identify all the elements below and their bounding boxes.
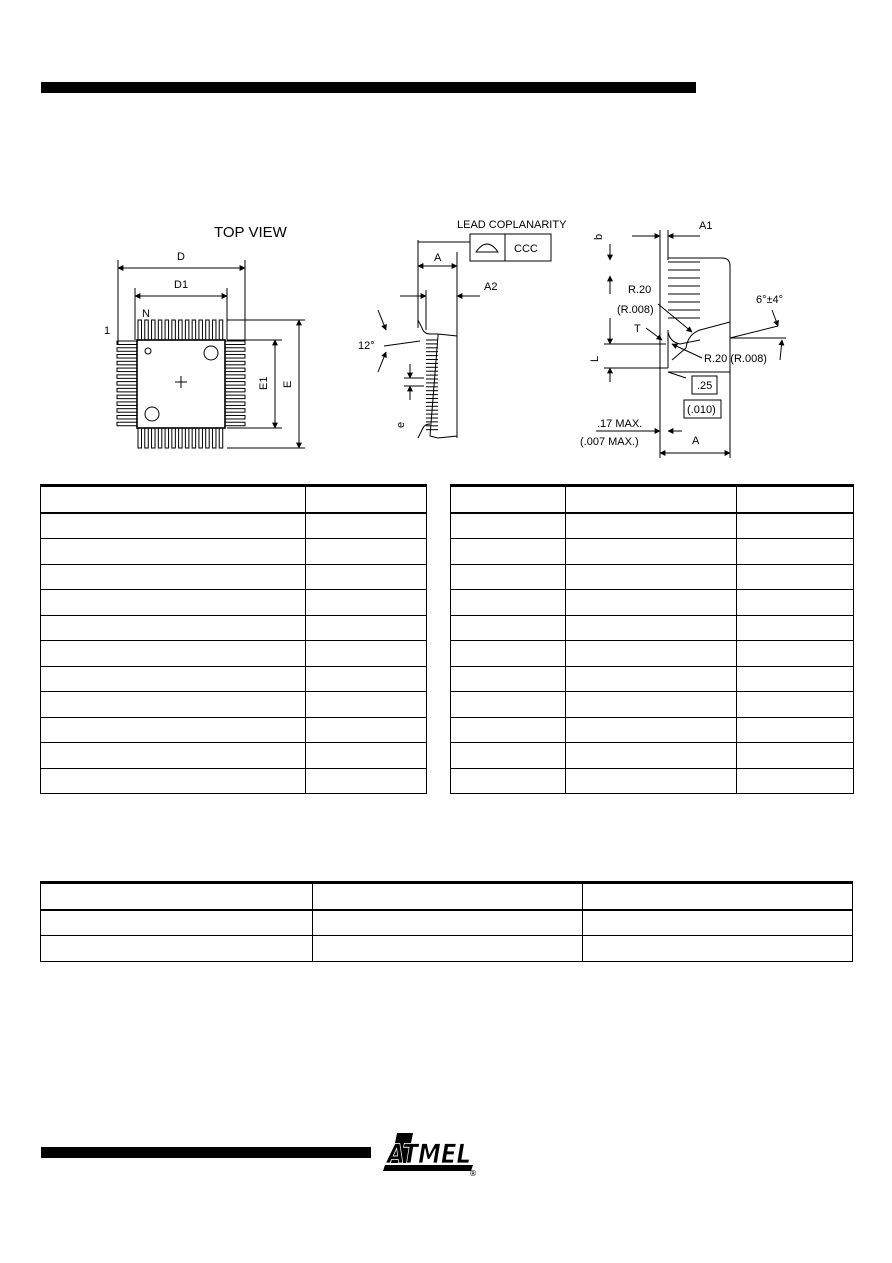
table-cell [41, 615, 306, 641]
table-cell [306, 564, 427, 590]
table-row [451, 486, 854, 513]
table-row [41, 590, 427, 616]
lead [206, 428, 210, 448]
table-cell [306, 641, 427, 667]
lead [152, 320, 156, 340]
lead [179, 320, 183, 340]
table-row [451, 641, 854, 667]
table-cell [737, 564, 854, 590]
table-row [41, 936, 853, 962]
table-cell [313, 910, 583, 936]
table-row [451, 768, 854, 794]
table-cell [737, 486, 854, 513]
table-row [451, 513, 854, 539]
table-cell [566, 717, 737, 743]
dim-A2: A2 [484, 281, 498, 293]
table-cell [313, 883, 583, 910]
lead [185, 320, 189, 340]
table-cell [583, 883, 853, 910]
lead [145, 320, 149, 340]
table-row [41, 615, 427, 641]
lead [117, 355, 137, 359]
table-cell [41, 513, 306, 539]
table-cell [451, 590, 566, 616]
table-cell [583, 936, 853, 962]
table-cell [737, 513, 854, 539]
table-cell [41, 692, 306, 718]
ejector-pin-top [204, 346, 218, 360]
table-cell [451, 539, 566, 565]
table-cell [306, 768, 427, 794]
table-cell [41, 539, 306, 565]
top-view [104, 224, 305, 448]
lead [138, 320, 142, 340]
dim-e: e [395, 421, 407, 428]
table-row [41, 539, 427, 565]
dim-D: D [177, 251, 185, 263]
table-cell [566, 564, 737, 590]
table-cell [306, 666, 427, 692]
table-cell [41, 590, 306, 616]
lead [199, 428, 203, 448]
table-row [41, 717, 427, 743]
lead [225, 415, 245, 419]
table-cell [41, 768, 306, 794]
table-cell [306, 513, 427, 539]
lead [185, 428, 189, 448]
table-row [451, 590, 854, 616]
lead-coplanarity-label: LEAD COPLANARITY [457, 219, 567, 231]
max-007: (.007 MAX.) [580, 436, 639, 448]
lead [225, 402, 245, 406]
right-leads [225, 341, 245, 426]
table-row [451, 717, 854, 743]
table-row [451, 666, 854, 692]
table-cell [566, 692, 737, 718]
table-cell [566, 743, 737, 769]
table-cell [566, 641, 737, 667]
table-cell [451, 641, 566, 667]
table-cell [737, 590, 854, 616]
table-cell [41, 486, 306, 513]
dim-b: b [593, 233, 605, 240]
table-cell [41, 717, 306, 743]
lead [117, 409, 137, 413]
lead [158, 428, 162, 448]
table-cell [306, 743, 427, 769]
lead [199, 320, 203, 340]
table-cell [41, 564, 306, 590]
table-cell [451, 564, 566, 590]
lead [206, 320, 210, 340]
label-T: T [634, 323, 641, 335]
table-cell [566, 768, 737, 794]
dim-L: L [589, 355, 601, 362]
label-N: N [142, 308, 150, 320]
table-row [41, 910, 853, 936]
package-drawing [0, 200, 892, 475]
table-cell [306, 692, 427, 718]
table-cell [566, 615, 737, 641]
table-cell [583, 910, 853, 936]
table-cell [451, 692, 566, 718]
table-row [41, 666, 427, 692]
top-leads [138, 320, 223, 340]
lead [219, 320, 223, 340]
lead [225, 388, 245, 392]
table-cell [41, 743, 306, 769]
lead [192, 428, 196, 448]
table-cell [566, 666, 737, 692]
bottom-leads [138, 428, 223, 448]
table-cell [737, 539, 854, 565]
table-row [41, 883, 853, 910]
r20-top: R.20 [628, 284, 652, 296]
lead [117, 395, 137, 399]
atmel-logo [383, 1131, 478, 1176]
lead [225, 382, 245, 386]
table-cell [451, 768, 566, 794]
table-cell [737, 615, 854, 641]
angle-12: 12° [358, 340, 375, 352]
label-pin1: 1 [104, 325, 111, 337]
table-cell [306, 486, 427, 513]
dim-D1: D1 [174, 279, 189, 291]
dimension-table-left [40, 484, 427, 794]
dim-A-detail: A [692, 435, 700, 447]
registered-mark: ® [469, 1169, 477, 1176]
ccc-label: CCC [514, 243, 538, 255]
table-cell [566, 590, 737, 616]
ordering-table [40, 881, 853, 962]
detail-view [580, 220, 786, 458]
table-cell [451, 666, 566, 692]
lead [145, 428, 149, 448]
table-cell [41, 883, 313, 910]
dim-E: E [282, 380, 294, 388]
dimension-table-right [450, 484, 854, 794]
lead [225, 348, 245, 352]
table-cell [451, 513, 566, 539]
table-row [41, 768, 427, 794]
pin1-dot [145, 348, 151, 354]
dim-A1: A1 [699, 220, 713, 232]
lead [117, 382, 137, 386]
table-row [451, 743, 854, 769]
gauge-25: .25 [697, 380, 713, 392]
table-row [451, 692, 854, 718]
top-view-title: TOP VIEW [214, 224, 287, 241]
table-row [41, 692, 427, 718]
angle-6-4: 6°±4° [756, 294, 784, 306]
dim-E1: E1 [258, 376, 270, 390]
table-cell [451, 717, 566, 743]
table-cell [737, 641, 854, 667]
table-cell [41, 910, 313, 936]
lead [117, 402, 137, 406]
lead [172, 428, 176, 448]
lead [117, 415, 137, 419]
table-row [451, 615, 854, 641]
lead [212, 428, 216, 448]
lead [225, 355, 245, 359]
table-row [41, 513, 427, 539]
table-cell [566, 486, 737, 513]
lead [225, 395, 245, 399]
lead [219, 428, 223, 448]
table-cell [306, 590, 427, 616]
table-row [451, 564, 854, 590]
lead [225, 341, 245, 345]
lead [225, 361, 245, 365]
lead [165, 320, 169, 340]
table-row [41, 743, 427, 769]
lead [117, 388, 137, 392]
lead [165, 428, 169, 448]
lead [117, 368, 137, 372]
lead [212, 320, 216, 340]
table-cell [306, 539, 427, 565]
lead [117, 348, 137, 352]
side-view [358, 219, 567, 438]
lead [117, 361, 137, 365]
lead [225, 422, 245, 426]
table-cell [306, 717, 427, 743]
lead [117, 341, 137, 345]
table-cell [41, 666, 306, 692]
lead [225, 368, 245, 372]
lead [179, 428, 183, 448]
header-rule [41, 82, 696, 93]
table-row [451, 539, 854, 565]
table-cell [313, 936, 583, 962]
ejector-pin-bottom [145, 407, 159, 421]
r008-top: (R.008) [617, 304, 654, 316]
table-cell [737, 768, 854, 794]
lead [172, 320, 176, 340]
table-cell [737, 666, 854, 692]
table-cell [306, 615, 427, 641]
left-leads [117, 341, 137, 426]
table-cell [566, 539, 737, 565]
lead [192, 320, 196, 340]
lead [225, 375, 245, 379]
table-cell [41, 641, 306, 667]
dim-A-side: A [434, 252, 442, 264]
table-cell [451, 486, 566, 513]
max-017: .17 MAX. [597, 418, 643, 430]
lead [117, 375, 137, 379]
table-row [41, 641, 427, 667]
table-cell [737, 717, 854, 743]
lead [152, 428, 156, 448]
table-cell [451, 743, 566, 769]
table-row [41, 564, 427, 590]
r20-bottom: R.20 (R.008) [704, 353, 767, 365]
lead [225, 409, 245, 413]
svg-text:ATMEL: ATMEL [385, 1139, 471, 1170]
table-cell [451, 615, 566, 641]
table-cell [566, 513, 737, 539]
table-row [41, 486, 427, 513]
table-cell [737, 692, 854, 718]
footer-rule [41, 1147, 371, 1158]
table-cell [737, 743, 854, 769]
lead [158, 320, 162, 340]
table-cell [41, 936, 313, 962]
lead [138, 428, 142, 448]
gauge-010: (.010) [687, 404, 716, 416]
lead [117, 422, 137, 426]
